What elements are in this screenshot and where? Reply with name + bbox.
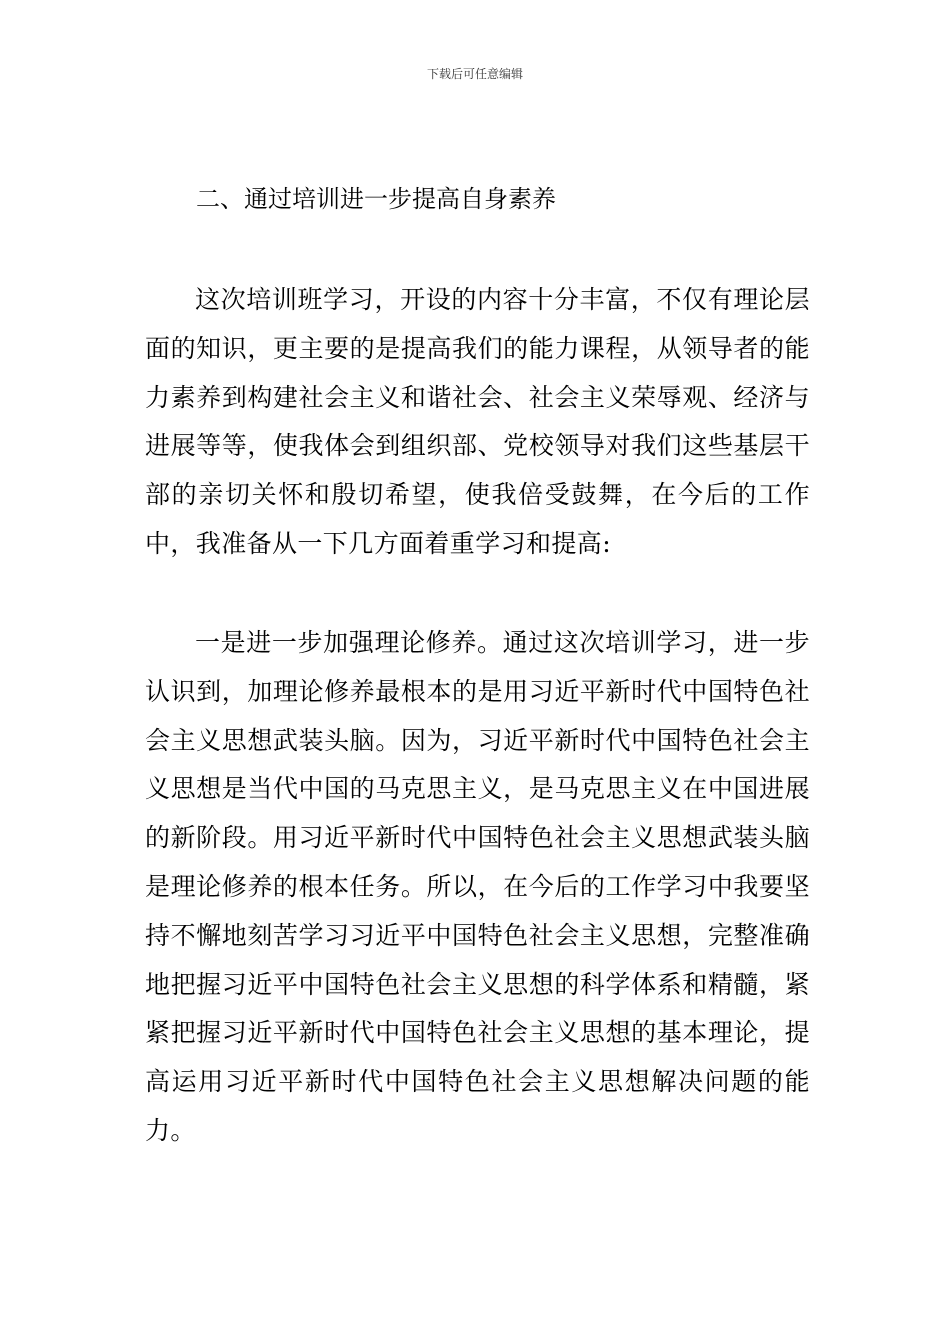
- section-heading: 二、通过培训进一步提高自身素养: [196, 185, 556, 213]
- download-note: 下载后可任意编辑: [426, 67, 523, 81]
- paragraph-theory-cultivation: 一是进一步加强理论修养。通过这次培训学习，进一步认识到，加理论修养最根本的是用习近平新时代中国特色社会主义思想武装头脑。因为，习近平新时代中国特色社会主义思想是当代中国的马克思主义，是马克思主义在中国进展的新阶段。用习近平新时代中国特色社会主义思想武装头脑是理论修养的根本任务。所以，在今后的工作学习中我要坚持不懈地刻苦学习习近平中国特色社会主义思想，完整准确地把握习近平中国特色社会主义思想的科学体系和精髓，紧紧把握习近平新时代中国特色社会主义思想的基本理论，提高运用习近平新时代中国特色社会主义思想解决问题的能力。: [145, 628, 810, 1145]
- paragraph-training-content: 这次培训班学习，开设的内容十分丰富，不仅有理论层面的知识，更主要的是提高我们的能力课程，从领导者的能力素养到构建社会主义和谐社会、社会主义荣辱观、经济与进展等等，使我体会到组织部、党校领导对我们这些基层干部的亲切关怀和殷切希望，使我倍受鼓舞，在今后的工作中，我准备从一下几方面着重学习和提高:: [145, 285, 810, 558]
